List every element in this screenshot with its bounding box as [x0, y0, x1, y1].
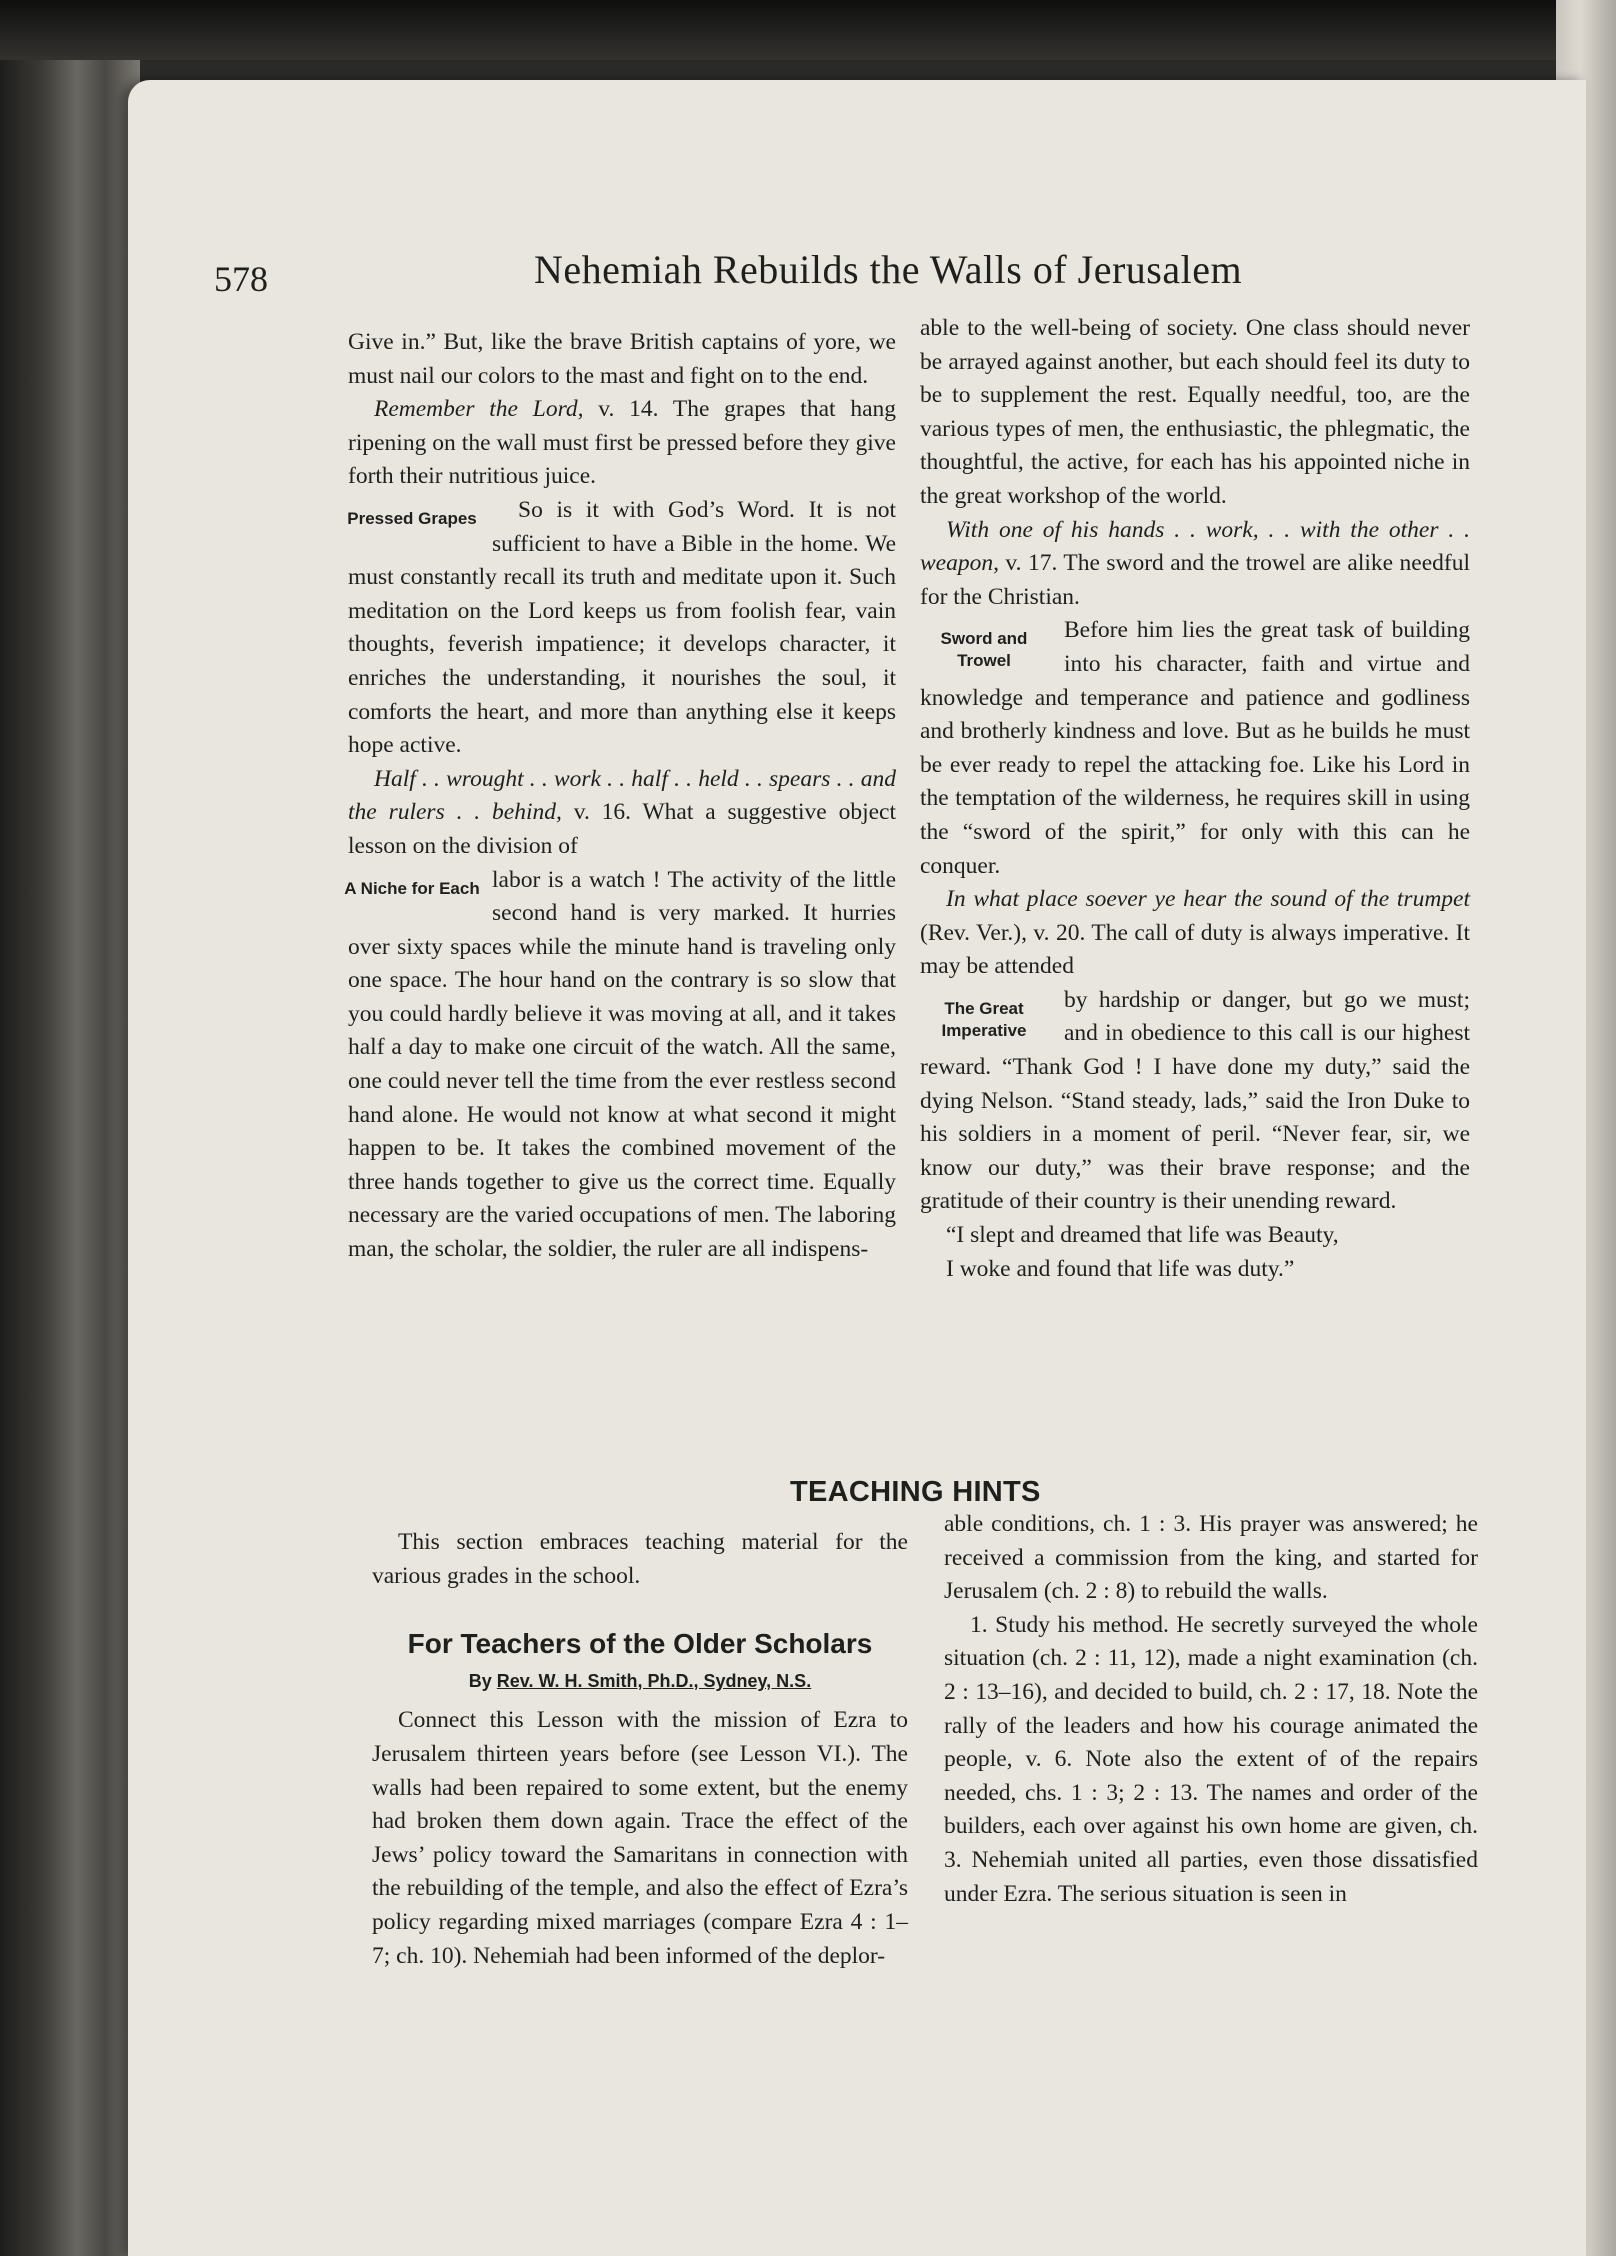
paragraph: able to the well-being of society. One class should never be arrayed against another, but each should feel its duty to be to supplement the rest. Equally needful, too, are the various types of men, the enthusiastic, the phlegmatic, the thoughtful, the active, for each has his appointed niche in the great workshop of the world.	[920, 315, 1470, 509]
paragraph-text: (Rev. Ver.), v. 20. The call of duty is always imperative. It may be attended	[920, 919, 1470, 980]
right-column	[920, 312, 1470, 1286]
paragraph: 1. Study his method. He secretly surveyed the whole situation (ch. 2 : 11, 12), made a night examination (ch. 2 : 13–16), and decided to build, ch. 2 : 17, 18. Note the rally of the leaders and how his courage animated the people, v. 6. Note also the extent of of the repairs needed, chs. 1 : 3; 2 : 13. The names and order of the builders, each over against his own home are given, ch. 3. Nehemiah united all parties, even those dissatisfied under Ezra. The serious situation is seen in	[944, 1611, 1478, 1907]
intro-paragraph: This section embraces teaching material for the various grades in the school.	[372, 1529, 908, 1589]
running-title: Nehemiah Rebuilds the Walls of Jerusalem	[534, 247, 1243, 292]
subheading: For Teachers of the Older Scholars	[407, 1628, 873, 1660]
book-spine-edge	[0, 60, 140, 2256]
poem-line: I woke and found that life was duty.”	[946, 1255, 1295, 1282]
section-title: TEACHING HINTS	[790, 1476, 1041, 1508]
page-header	[214, 246, 1334, 306]
scripture-reference: In what place soever ye hear the sound of the trumpet	[946, 886, 1470, 913]
scan-background-top	[0, 0, 1616, 60]
paragraph: labor is a watch ! The activity of the little second hand is very marked. It hurries over sixty spaces while the minute hand is traveling only one space. The hour hand on the contrary is so slow that you could hardly believe it was moving at all, and it takes half a day to make one circuit of the watch. All the same, one could never tell the time from the ever restless second hand alone. He would not know at what second it might happen to be. It takes the combined movement of the three hands together to give us the correct time. Equally necessary are the varied occupations of men. The laboring man, the scholar, the soldier, the ruler are all indispens-	[348, 866, 896, 1263]
paragraph: able conditions, ch. 1 : 3. His prayer was answered; he received a commission from the king, and started for Jerusalem (ch. 2 : 8) to rebuild the walls.	[944, 1511, 1478, 1605]
byline	[372, 1665, 908, 1699]
byline-prefix: By	[468, 1670, 497, 1691]
paragraph	[920, 883, 1470, 984]
paragraph: by hardship or danger, but go we must; and in obedience to this call is our highest reward. “Thank God ! I have done my duty,” said the dying Nelson. “Stand steady, lads,” said the Iron Duke to his soldiers in a moment of peril. “Never fear, sir, we know our duty,” was their brave response; and the gratitude of their country is their unending reward.	[920, 986, 1470, 1215]
teaching-hints-left-column	[372, 1526, 908, 1973]
side-heading-pressed-grapes: Pressed Grapes	[347, 508, 477, 528]
side-heading-sword-trowel: Sword and Trowel	[940, 629, 1028, 671]
paragraph: Connect this Lesson with the mission of Ezra to Jerusalem thirteen years before (see Lesson VI.). The walls had been repaired to some extent, but the enemy had broken them down again. Trace the effect of the Jews’ policy toward the Samaritans in connection with the rebuilding of the temple, and also the effect of Ezra’s policy regarding mixed marriages (compare Ezra 4 : 1–7; ch. 10). Nehemiah had been informed of the deplor-	[372, 1707, 908, 1969]
paragraph: Give in.” But, like the brave British captains of yore, we must nail our colors to the mast and fight on to the end.	[348, 329, 896, 389]
scripture-reference: Remember the Lord,	[374, 396, 584, 423]
scripture-reference: With one of his hands . . work, . . with the other . . weapon,	[920, 516, 1470, 577]
paragraph	[348, 763, 896, 864]
paragraph	[348, 393, 896, 494]
paragraph: Before him lies the great task of building into his character, faith and virtue and knowledge and temperance and patience and godliness and brotherly kindness and love. But as he builds he must be ever ready to repel the attacking foe. Like his Lord in the temptation of the wilderness, he requires skill in using the “sword of the spirit,” for only with this can he conquer.	[920, 617, 1470, 879]
side-heading-great-imperative: The Great Imperative	[941, 998, 1027, 1040]
scripture-reference: Half . . wrought . . work . . half . . held . . spears . . and the rulers . . behind,	[348, 765, 896, 826]
paragraph-text: v. 17. The sword and the trowel are alike needful for the Christian.	[920, 550, 1470, 610]
author-name: Rev. W. H. Smith, Ph.D., Sydney, N.S.	[496, 1670, 812, 1691]
paragraph-text: v. 16. What a suggestive object lesson on the division of	[348, 799, 896, 859]
poem-line: “I slept and dreamed that life was Beauty,	[946, 1222, 1339, 1249]
side-heading-niche: A Niche for Each	[344, 878, 480, 898]
paragraph-text: v. 14. The grapes that hang ripening on the wall must first be pressed before they give forth their nutritious juice.	[348, 396, 896, 490]
page-number: 578	[214, 259, 268, 299]
paragraph	[920, 514, 1470, 615]
teaching-hints-right-column	[944, 1508, 1478, 1911]
left-column	[344, 326, 896, 1267]
paragraph: So is it with God’s Word. It is not sufficient to have a Bible in the home. We must constantly recall its truth and meditate upon it. Such meditation on the Lord keeps us from foolish fear, vain thoughts, feverish impatience; it develops character, it enriches the understanding, it nourishes the soul, it comforts the heart, and more than anything else it keeps hope active.	[348, 496, 896, 759]
